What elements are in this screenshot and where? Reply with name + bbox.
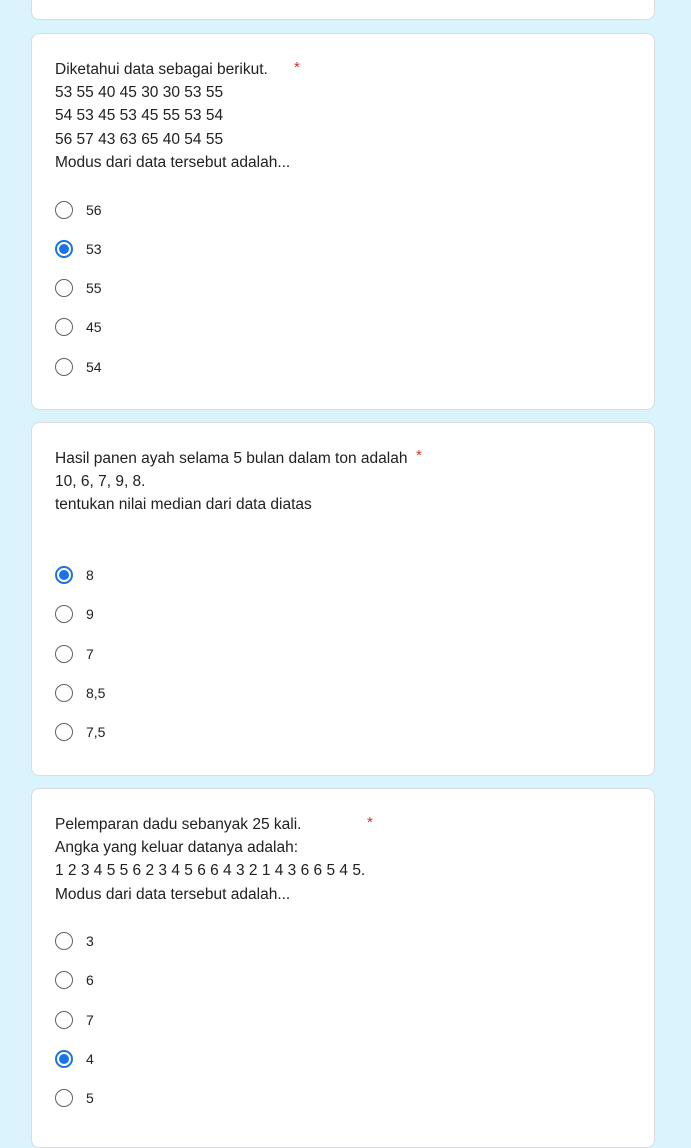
question-line: 53 55 40 45 30 30 53 55 bbox=[55, 84, 224, 102]
question-line: Modus dari data tersebut adalah... bbox=[55, 885, 291, 903]
radio-button[interactable] bbox=[55, 971, 73, 989]
required-asterisk: * bbox=[367, 814, 373, 831]
required-asterisk: * bbox=[294, 59, 300, 76]
option-label: 55 bbox=[86, 280, 102, 296]
question-line: Diketahui data sebagai berikut. bbox=[55, 61, 268, 78]
option-label: 7 bbox=[86, 1012, 94, 1028]
question-text bbox=[55, 58, 615, 174]
question-line: 56 57 43 63 65 40 54 55 bbox=[55, 130, 224, 148]
question-line: 1 2 3 4 5 5 6 2 3 4 5 6 6 4 3 2 1 4 3 6 6 5 4 5. bbox=[55, 862, 366, 880]
required-asterisk: * bbox=[416, 447, 422, 464]
radio-button[interactable] bbox=[55, 358, 73, 376]
question-line: tentukan nilai median dari data diatas bbox=[55, 496, 312, 514]
option-label: 54 bbox=[86, 359, 102, 375]
radio-option[interactable] bbox=[55, 967, 355, 993]
radio-button[interactable] bbox=[55, 318, 73, 336]
radio-option[interactable] bbox=[55, 562, 355, 588]
radio-button[interactable] bbox=[55, 279, 73, 297]
radio-option[interactable] bbox=[55, 928, 355, 954]
option-label: 8,5 bbox=[86, 685, 106, 701]
radio-option[interactable] bbox=[55, 1085, 355, 1111]
radio-button[interactable] bbox=[55, 566, 73, 584]
question-text bbox=[55, 447, 615, 517]
radio-button[interactable] bbox=[55, 645, 73, 663]
radio-option[interactable] bbox=[55, 601, 355, 627]
question-line: Angka yang keluar datanya adalah: bbox=[55, 839, 299, 857]
radio-option[interactable] bbox=[55, 641, 355, 667]
radio-option[interactable] bbox=[55, 354, 355, 380]
option-label: 3 bbox=[86, 933, 94, 949]
radio-button[interactable] bbox=[55, 240, 73, 258]
option-label: 9 bbox=[86, 606, 94, 622]
question-text bbox=[55, 813, 615, 906]
radio-option[interactable] bbox=[55, 680, 355, 706]
radio-option[interactable] bbox=[55, 197, 355, 223]
previous-question-card bbox=[31, 0, 655, 20]
question-line: Modus dari data tersebut adalah... bbox=[55, 153, 291, 171]
radio-option[interactable] bbox=[55, 236, 355, 262]
radio-option[interactable] bbox=[55, 1046, 355, 1072]
option-label: 7,5 bbox=[86, 724, 106, 740]
option-label: 8 bbox=[86, 567, 94, 583]
option-label: 45 bbox=[86, 319, 102, 335]
question-line: 10, 6, 7, 9, 8. bbox=[55, 473, 146, 491]
question-card-median bbox=[31, 422, 655, 776]
radio-button[interactable] bbox=[55, 723, 73, 741]
option-label: 6 bbox=[86, 972, 94, 988]
radio-option[interactable] bbox=[55, 1007, 355, 1033]
radio-button[interactable] bbox=[55, 1089, 73, 1107]
option-label: 4 bbox=[86, 1051, 94, 1067]
option-label: 56 bbox=[86, 202, 102, 218]
radio-button[interactable] bbox=[55, 605, 73, 623]
question-card-mode-1 bbox=[31, 33, 655, 410]
question-line: Pelemparan dadu sebanyak 25 kali. bbox=[55, 816, 302, 833]
radio-option[interactable] bbox=[55, 719, 355, 745]
radio-button[interactable] bbox=[55, 201, 73, 219]
radio-button[interactable] bbox=[55, 684, 73, 702]
option-label: 5 bbox=[86, 1090, 94, 1106]
question-line: Hasil panen ayah selama 5 bulan dalam ton adalah bbox=[55, 450, 408, 467]
question-card-mode-2 bbox=[31, 788, 655, 1148]
radio-button[interactable] bbox=[55, 1011, 73, 1029]
radio-option[interactable] bbox=[55, 314, 355, 340]
radio-option[interactable] bbox=[55, 275, 355, 301]
radio-button[interactable] bbox=[55, 932, 73, 950]
radio-button[interactable] bbox=[55, 1050, 73, 1068]
option-label: 7 bbox=[86, 646, 94, 662]
option-label: 53 bbox=[86, 241, 102, 257]
question-line: 54 53 45 53 45 55 53 54 bbox=[55, 107, 224, 125]
